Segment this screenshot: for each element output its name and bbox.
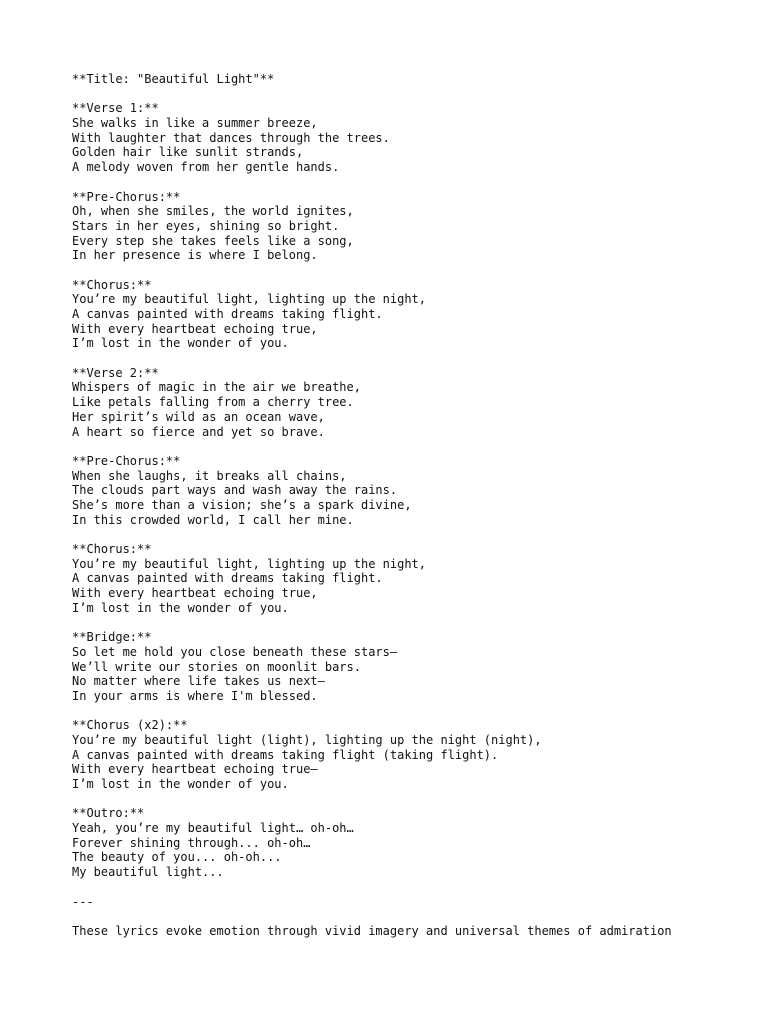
lyric-line: She walks in like a summer breeze, (72, 116, 318, 131)
lyric-line: A heart so fierce and yet so brave. (72, 424, 325, 439)
document-title: **Title: "Beautiful Light"** (72, 72, 275, 86)
lyric-line: You’re my beautiful light, lighting up the night, (72, 292, 427, 307)
section-verse-2 (72, 366, 762, 439)
lyric-line: Golden hair like sunlit strands, (72, 145, 304, 160)
lyric-line: Her spirit’s wild as an ocean wave, (72, 409, 325, 424)
lyric-line: The clouds part ways and wash away the rains. (72, 483, 398, 498)
spacer (72, 87, 762, 102)
section-pre-chorus-1 (72, 190, 762, 263)
section-heading: **Verse 1:** (72, 101, 159, 116)
section-heading: **Pre-Chorus:** (72, 453, 181, 468)
lyric-line: Like petals falling from a cherry tree. (72, 395, 354, 410)
section-chorus-2 (72, 542, 762, 615)
lyric-line: In your arms is where I'm blessed. (72, 688, 318, 703)
lyric-line: I’m lost in the wonder of you. (72, 600, 289, 615)
lyric-line: With every heartbeat echoing true, (72, 586, 318, 601)
lyric-line: So let me hold you close beneath these stars— (72, 644, 398, 659)
closing-note: These lyrics evoke emotion through vivid imagery and universal themes of admiration (72, 923, 672, 938)
lyric-line: Yeah, you’re my beautiful light… oh-oh… (72, 821, 354, 836)
lyric-line: I’m lost in the wonder of you. (72, 777, 289, 791)
lyric-line: You’re my beautiful light (light), lighting up the night (night), (72, 732, 542, 747)
section-verse-1 (72, 101, 762, 174)
lyric-line: The beauty of you... oh-oh... (72, 850, 282, 865)
spacer (72, 880, 762, 895)
lyric-line: Whispers of magic in the air we breathe, (72, 380, 361, 395)
lyric-line: With every heartbeat echoing true— (72, 762, 318, 777)
lyrics-document (72, 72, 762, 939)
lyric-line: Oh, when she smiles, the world ignites, (72, 204, 354, 219)
lyric-line: I’m lost in the wonder of you. (72, 336, 289, 351)
spacer (72, 351, 762, 366)
lyric-line: A canvas painted with dreams taking flight. (72, 307, 383, 321)
section-heading: **Bridge:** (72, 630, 152, 645)
lyric-line: My beautiful light... (72, 865, 224, 880)
spacer (72, 527, 762, 542)
lyric-line: With laughter that dances through the trees. (72, 130, 390, 145)
spacer (72, 909, 762, 924)
spacer (72, 704, 762, 719)
lyric-line: A canvas painted with dreams taking flight. (72, 571, 383, 586)
section-outro (72, 806, 762, 879)
lyric-line: A canvas painted with dreams taking flight (taking flight). (72, 747, 499, 762)
section-bridge (72, 630, 762, 703)
section-heading: **Chorus:** (72, 277, 152, 292)
lyric-line: In this crowded world, I call her mine. (72, 512, 354, 527)
section-heading: **Pre-Chorus:** (72, 189, 181, 204)
section-chorus-x2 (72, 718, 762, 791)
section-pre-chorus-2 (72, 454, 762, 527)
spacer (72, 792, 762, 807)
spacer (72, 615, 762, 630)
section-heading: **Chorus:** (72, 542, 152, 556)
lyric-line: A melody woven from her gentle hands. (72, 160, 340, 175)
section-heading: **Outro:** (72, 806, 145, 821)
separator-line: --- (72, 894, 94, 909)
section-heading: **Verse 2:** (72, 365, 159, 380)
lyric-line: In her presence is where I belong. (72, 248, 318, 263)
lyric-line: She’s more than a vision; she’s a spark divine, (72, 497, 412, 512)
lyric-line: You’re my beautiful light, lighting up the night, (72, 556, 427, 571)
lyric-line: When she laughs, it breaks all chains, (72, 468, 347, 483)
lyric-line: Forever shining through... oh-oh… (72, 835, 311, 850)
lyric-line: With every heartbeat echoing true, (72, 321, 318, 336)
lyric-line: Stars in her eyes, shining so bright. (72, 218, 340, 233)
spacer (72, 439, 762, 454)
section-chorus-1 (72, 278, 762, 351)
spacer (72, 175, 762, 190)
spacer (72, 263, 762, 278)
lyric-line: Every step she takes feels like a song, (72, 233, 354, 248)
section-heading: **Chorus (x2):** (72, 718, 188, 733)
lyric-line: We’ll write our stories on moonlit bars. (72, 659, 361, 674)
lyric-line: No matter where life takes us next— (72, 674, 325, 689)
